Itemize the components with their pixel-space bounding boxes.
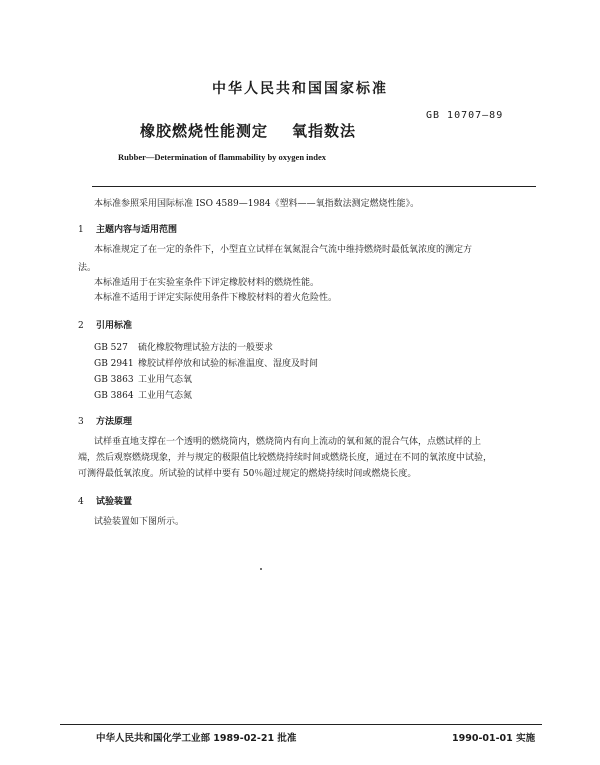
- section-3-line-2: 端，然后观察燃烧现象，并与规定的极限值比较燃烧持续时间或燃烧长度，通过在不同的氧浓度中试验，: [78, 453, 493, 463]
- section-3-line-3: 可测得最低氧浓度。所试验的试样中要有 50％超过规定的燃烧持续时间或燃烧长度。: [78, 469, 417, 479]
- header-rule: [92, 186, 536, 187]
- intro-paragraph: 本标准参照采用国际标准 ISO 4589—1984《塑料——氧指数法测定燃烧性能》。: [94, 199, 420, 209]
- section-1-line-1: 本标准规定了在一定的条件下，小型直立试样在氧氮混合气流中维持燃烧时最低氧浓度的测定方: [94, 245, 473, 255]
- section-1-line-2: 法。: [78, 263, 97, 273]
- document-title-cn: [140, 120, 356, 141]
- standard-code: GB 10707—89: [426, 110, 504, 121]
- effective-date: 1990-01-01 实施: [452, 733, 536, 744]
- section-1-line-4: 本标准不适用于评定实际使用条件下橡胶材料的着火危险性。: [94, 293, 338, 303]
- title-cn-part2: 氧指数法: [292, 122, 357, 140]
- footer-rule: [60, 724, 542, 725]
- reference-item: GB 2941 橡胶试样停放和试验的标准温度、湿度及时间: [94, 359, 319, 369]
- national-standard-heading: 中华人民共和国国家标准: [212, 81, 388, 97]
- approval-line: 中华人民共和国化学工业部 1989-02-21 批准: [96, 733, 297, 744]
- section-3-line-1: 试样垂直地支撑在一个透明的燃烧筒内，燃烧筒内有向上流动的氧和氮的混合气体，点燃试样的上: [94, 437, 482, 447]
- reference-item: GB 3863 工业用气态氧: [94, 375, 193, 385]
- document-title-en: Rubber—Determination of flammability by oxygen index: [118, 152, 327, 162]
- stray-mark: [260, 568, 262, 570]
- section-4-line-1: 试验装置如下图所示。: [94, 517, 185, 527]
- section-3-heading: 3 方法原理: [78, 417, 133, 427]
- reference-item: GB 527 硫化橡胶物理试验方法的一般要求: [94, 343, 274, 353]
- section-4-heading: 4 试验装置: [78, 497, 133, 507]
- section-1-heading: 1 主题内容与适用范围: [78, 225, 178, 235]
- title-cn-part1: 橡胶燃烧性能测定: [140, 122, 269, 140]
- section-2-heading: 2 引用标准: [78, 321, 133, 331]
- section-1-line-3: 本标准适用于在实验室条件下评定橡胶材料的燃烧性能。: [94, 278, 320, 288]
- reference-item: GB 3864 工业用气态氮: [94, 391, 193, 401]
